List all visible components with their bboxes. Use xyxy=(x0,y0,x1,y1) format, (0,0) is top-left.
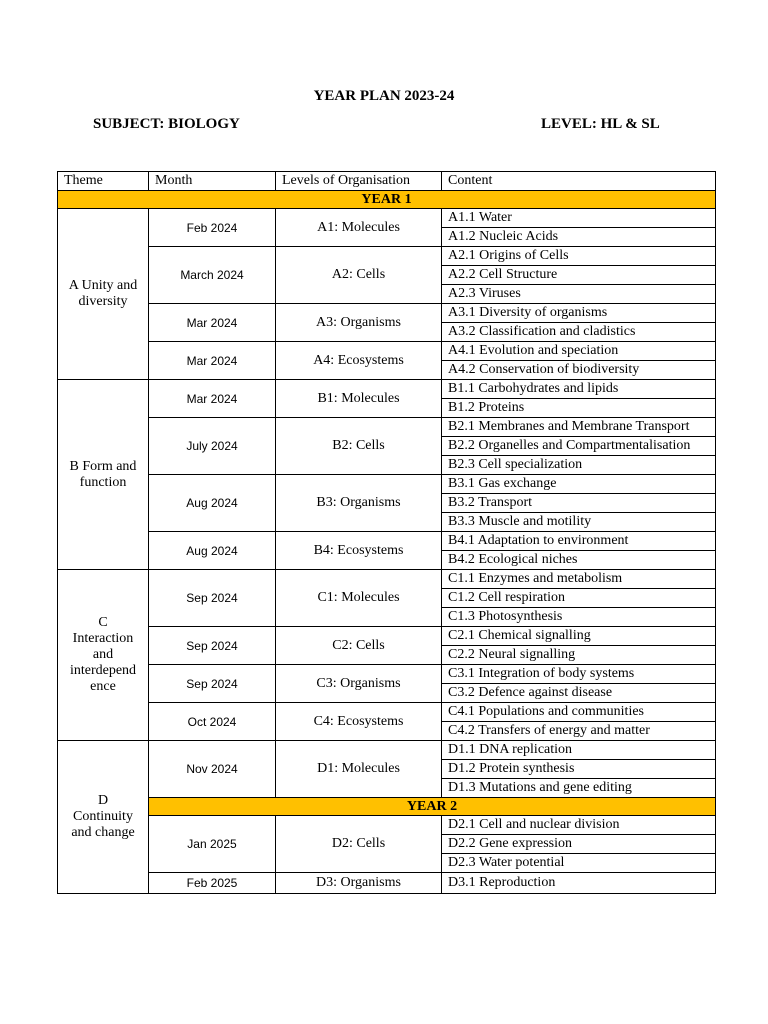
content-cell: D1.2 Protein synthesis xyxy=(442,760,716,779)
content-cell: D2.1 Cell and nuclear division xyxy=(442,816,716,835)
table-row xyxy=(58,247,716,266)
month-cell: Mar 2024 xyxy=(149,380,276,418)
content-cell: D2.2 Gene expression xyxy=(442,835,716,854)
content-cell: B4.1 Adaptation to environment xyxy=(442,532,716,551)
content-cell: C3.1 Integration of body systems xyxy=(442,665,716,684)
table-row xyxy=(58,570,716,589)
level-cell: C3: Organisms xyxy=(276,665,442,703)
content-cell: A2.1 Origins of Cells xyxy=(442,247,716,266)
content-cell: B1.2 Proteins xyxy=(442,399,716,418)
table-row xyxy=(58,209,716,228)
month-cell: March 2024 xyxy=(149,247,276,304)
table-row xyxy=(58,304,716,323)
header-row xyxy=(58,172,716,191)
content-cell: D3.1 Reproduction xyxy=(442,873,716,894)
table-row xyxy=(58,418,716,437)
year-plan-table xyxy=(57,171,716,894)
month-cell: Mar 2024 xyxy=(149,342,276,380)
month-cell: Jan 2025 xyxy=(149,816,276,873)
month-cell: Feb 2024 xyxy=(149,209,276,247)
content-cell: A1.2 Nucleic Acids xyxy=(442,228,716,247)
table-row xyxy=(58,380,716,399)
month-cell: Sep 2024 xyxy=(149,665,276,703)
table-row xyxy=(58,532,716,551)
content-cell: C3.2 Defence against disease xyxy=(442,684,716,703)
level-cell: C2: Cells xyxy=(276,627,442,665)
content-cell: B2.3 Cell specialization xyxy=(442,456,716,475)
level-cell: C4: Ecosystems xyxy=(276,703,442,741)
level-cell: B2: Cells xyxy=(276,418,442,475)
level-cell: D3: Organisms xyxy=(276,873,442,894)
content-cell: C2.1 Chemical signalling xyxy=(442,627,716,646)
content-cell: B3.3 Muscle and motility xyxy=(442,513,716,532)
content-cell: B3.2 Transport xyxy=(442,494,716,513)
content-cell: D2.3 Water potential xyxy=(442,854,716,873)
content-cell: C4.2 Transfers of energy and matter xyxy=(442,722,716,741)
content-cell: B1.1 Carbohydrates and lipids xyxy=(442,380,716,399)
level-cell: B1: Molecules xyxy=(276,380,442,418)
content-cell: D1.1 DNA replication xyxy=(442,741,716,760)
content-cell: A4.2 Conservation of biodiversity xyxy=(442,361,716,380)
theme-cell: B Form and function xyxy=(58,380,149,570)
table-row xyxy=(58,741,716,760)
level-cell: A4: Ecosystems xyxy=(276,342,442,380)
month-cell: Sep 2024 xyxy=(149,627,276,665)
level-label: LEVEL: HL & SL xyxy=(541,116,660,132)
table-row xyxy=(58,342,716,361)
content-cell: B4.2 Ecological niches xyxy=(442,551,716,570)
content-cell: C4.1 Populations and communities xyxy=(442,703,716,722)
content-cell: B2.1 Membranes and Membrane Transport xyxy=(442,418,716,437)
level-cell: A1: Molecules xyxy=(276,209,442,247)
content-cell: A3.1 Diversity of organisms xyxy=(442,304,716,323)
column-header-theme: Theme xyxy=(58,172,149,191)
level-cell: C1: Molecules xyxy=(276,570,442,627)
table-row xyxy=(58,703,716,722)
year-1-banner: YEAR 1 xyxy=(58,191,716,209)
month-cell: Nov 2024 xyxy=(149,741,276,798)
content-cell: C2.2 Neural signalling xyxy=(442,646,716,665)
column-header-content: Content xyxy=(442,172,716,191)
content-cell: B2.2 Organelles and Compartmentalisation xyxy=(442,437,716,456)
level-cell: B3: Organisms xyxy=(276,475,442,532)
theme-cell: D Continuity and change xyxy=(58,741,149,894)
theme-cell: C Interaction and interdepend ence xyxy=(58,570,149,741)
content-cell: C1.3 Photosynthesis xyxy=(442,608,716,627)
subject-label: SUBJECT: BIOLOGY xyxy=(93,116,240,132)
theme-cell: A Unity and diversity xyxy=(58,209,149,380)
table-row xyxy=(58,816,716,835)
month-cell: Mar 2024 xyxy=(149,304,276,342)
level-cell: B4: Ecosystems xyxy=(276,532,442,570)
content-cell: C1.2 Cell respiration xyxy=(442,589,716,608)
content-cell: D1.3 Mutations and gene editing xyxy=(442,779,716,798)
content-cell: A2.2 Cell Structure xyxy=(442,266,716,285)
month-cell: Sep 2024 xyxy=(149,570,276,627)
table-row xyxy=(58,475,716,494)
month-cell: Aug 2024 xyxy=(149,475,276,532)
table-row xyxy=(58,627,716,646)
table-row xyxy=(58,873,716,894)
content-cell: A4.1 Evolution and speciation xyxy=(442,342,716,361)
level-cell: A2: Cells xyxy=(276,247,442,304)
column-header-month: Month xyxy=(149,172,276,191)
level-cell: D2: Cells xyxy=(276,816,442,873)
content-cell: B3.1 Gas exchange xyxy=(442,475,716,494)
year-2-banner: YEAR 2 xyxy=(149,798,716,816)
month-cell: July 2024 xyxy=(149,418,276,475)
level-cell: D1: Molecules xyxy=(276,741,442,798)
month-cell: Oct 2024 xyxy=(149,703,276,741)
column-header-levels: Levels of Organisation xyxy=(276,172,442,191)
content-cell: A1.1 Water xyxy=(442,209,716,228)
year-row xyxy=(58,798,716,816)
content-cell: A2.3 Viruses xyxy=(442,285,716,304)
page-title: YEAR PLAN 2023-24 xyxy=(313,88,455,104)
level-cell: A3: Organisms xyxy=(276,304,442,342)
year-row xyxy=(58,191,716,209)
content-cell: C1.1 Enzymes and metabolism xyxy=(442,570,716,589)
table-row xyxy=(58,665,716,684)
month-cell: Aug 2024 xyxy=(149,532,276,570)
content-cell: A3.2 Classification and cladistics xyxy=(442,323,716,342)
month-cell: Feb 2025 xyxy=(149,873,276,894)
